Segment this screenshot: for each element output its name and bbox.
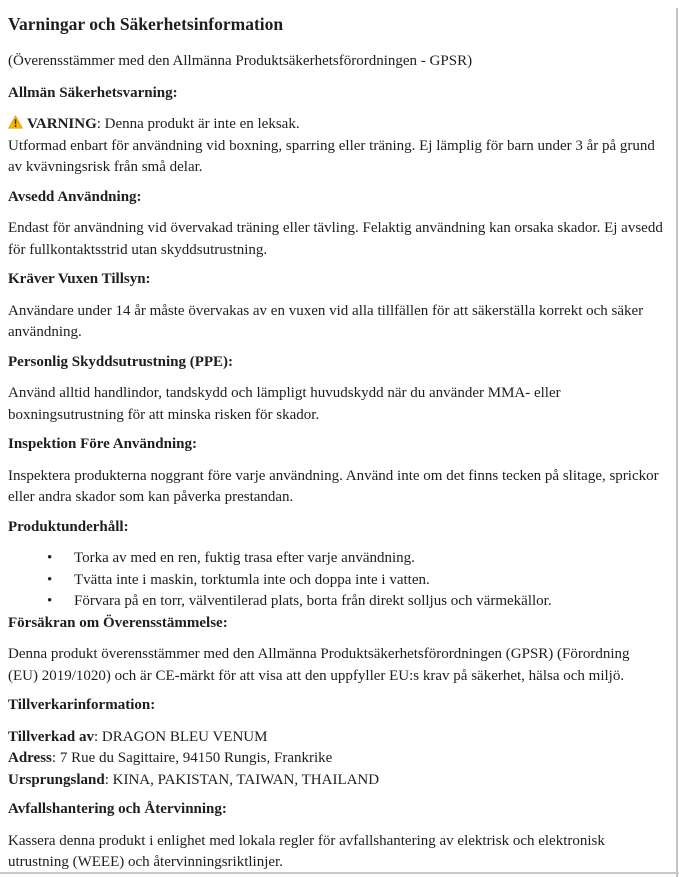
address-value: : 7 Rue du Sagittaire, 94150 Rungis, Frankrike: [51, 750, 333, 766]
heading-intended-use: Avsedd Användning:: [8, 188, 142, 205]
page-title: Varningar och Säkerhetsinformation: [8, 14, 284, 34]
disposal-paragraph: Kassera denna produkt i enlighet med lokala regler för avfallshantering av elektrisk och elektronisk utrustning (WEEE) och återvinningsriktlinjer.: [8, 832, 605, 870]
heading-maintenance: Produktunderhåll:: [8, 518, 129, 535]
warning-label: VARNING: [27, 116, 97, 132]
maintenance-list-item: • Förvara på en torr, välventilerad plats, borta från direkt solljus och värmekällor.: [47, 591, 663, 613]
gpsr-subtitle: (Överensstämmer med den Allmänna Produktsäkerhetsförordningen - GPSR): [8, 53, 473, 69]
manufacturer-paragraph: [8, 727, 663, 792]
heading-conformity: Försäkran om Överensstämmelse:: [8, 614, 228, 631]
page-right-border: [676, 8, 678, 877]
origin-value: : KINA, PAKISTAN, TAIWAN, THAILAND: [104, 771, 380, 788]
ppe-paragraph: Använd alltid handlindor, tandskydd och lämpligt huvudskydd när du använder MMA- eller boxningsutrustning för att minska risken för skador.: [8, 385, 561, 423]
warning-rest: : Denna produkt är inte en leksak.: [96, 116, 300, 132]
general-warning-paragraph: [8, 114, 663, 179]
general-warning-body: Utformad enbart för användning vid boxning, sparring eller träning. Ej lämplig för barn under 3 år på grund av kvävningsrisk från små delar.: [8, 137, 655, 175]
intended-use-paragraph: Endast för användning vid övervakad träning eller tävling. Felaktig användning kan orsaka skador. Ej avsedd för fullkontaktsstrid utan skyddsutrustning.: [8, 220, 663, 258]
made-by-value: : DRAGON BLEU VENUM: [94, 728, 268, 745]
heading-adult-supervision: Kräver Vuxen Tillsyn:: [8, 271, 151, 287]
warning-line: [8, 116, 300, 132]
address-label: Adress: [8, 750, 52, 766]
page-bottom-border: [0, 872, 679, 874]
heading-inspection: Inspektion Före Användning:: [8, 436, 197, 452]
adult-supervision-paragraph: Användare under 14 år måste övervakas av en vuxen vid alla tillfällen för att säkerställa korrekt och säker användning.: [8, 302, 644, 340]
conformity-paragraph: Denna produkt överensstämmer med den Allmänna Produktsäkerhetsförordningen (GPSR) (Förordning (EU) 2019/1020) och är CE-märkt för att visa att den uppfyller EU:s krav på säkerhet, hälsa och miljö.: [8, 646, 630, 684]
heading-general-warning: Allmän Säkerhetsvarning:: [8, 84, 178, 101]
inspection-paragraph: Inspektera produkterna noggrant före varje användning. Använd inte om det finns tecken på slitage, sprickor eller andra skador som kan påverka prestandan.: [8, 467, 659, 505]
maintenance-list-item: • Tvätta inte i maskin, torktumla inte och doppa inte i vatten.: [47, 570, 663, 592]
heading-ppe: Personlig Skyddsutrustning (PPE):: [8, 353, 234, 370]
maintenance-list: [8, 548, 663, 613]
heading-disposal: Avfallshantering och Återvinning:: [8, 801, 227, 817]
heading-manufacturer: Tillverkarinformation:: [8, 697, 156, 713]
origin-label: Ursprungsland: [8, 771, 105, 788]
warning-triangle-icon: [8, 115, 23, 129]
maintenance-list-item: • Torka av med en ren, fuktig trasa efter varje användning.: [47, 548, 663, 570]
made-by-label: Tillverkad av: [8, 728, 94, 745]
